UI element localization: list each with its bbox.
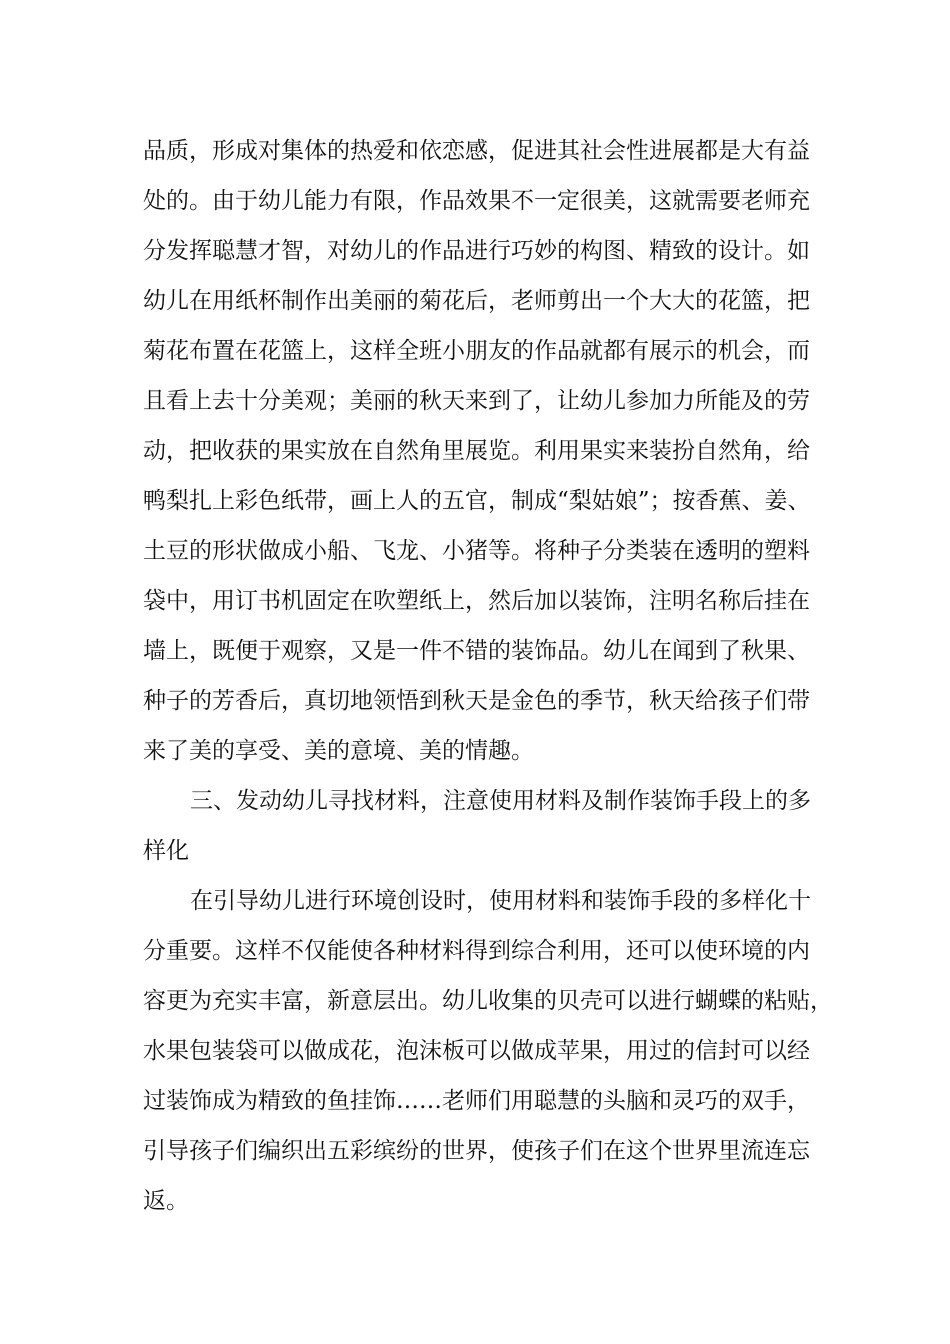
paragraph-line: 种子的芳香后，真切地领悟到秋天是金色的季节，秋天给孩子们带: [143, 688, 810, 714]
section-heading: 三、发动幼儿寻找材料，注意使用材料及制作装饰手段上的多: [190, 788, 811, 814]
paragraph-line: 来了美的享受、美的意境、美的情趣。: [143, 738, 534, 764]
paragraph-line: 水果包装袋可以做成花，泡沫板可以做成苹果，用过的信封可以经: [143, 1038, 810, 1064]
paragraph-line: 鸭梨扎上彩色纸带，画上人的五官，制成“梨姑娘”；按香蕉、姜、: [143, 488, 811, 514]
paragraph-line: 且看上去十分美观；美丽的秋天来到了，让幼儿参加力所能及的劳: [143, 388, 810, 414]
paragraph-line: 动，把收获的果实放在自然角里展览。利用果实来装扮自然角，给: [143, 438, 810, 464]
paragraph-line: 菊花布置在花篮上，这样全班小朋友的作品就都有展示的机会，而: [143, 338, 810, 364]
paragraph-line: 返。: [143, 1188, 189, 1214]
paragraph-line: 处的。由于幼儿能力有限，作品效果不一定很美，这就需要老师充: [143, 188, 810, 214]
paragraph-line: 品质，形成对集体的热爱和依恋感，促进其社会性进展都是大有益: [143, 138, 810, 164]
paragraph-line: 幼儿在用纸杯制作出美丽的菊花后，老师剪出一个大大的花篮，把: [143, 288, 810, 314]
paragraph-line: 袋中，用订书机固定在吹塑纸上，然后加以装饰，注明名称后挂在: [143, 588, 810, 614]
paragraph-line: 土豆的形状做成小船、飞龙、小猪等。将种子分类装在透明的塑料: [143, 538, 810, 564]
paragraph-line: 分发挥聪慧才智，对幼儿的作品进行巧妙的构图、精致的设计。如: [143, 238, 810, 264]
section-heading-continuation: 样化: [143, 838, 189, 864]
paragraph-line: 分重要。这样不仅能使各种材料得到综合利用，还可以使环境的内: [143, 938, 810, 964]
paragraph-line: 过装饰成为精致的鱼挂饰……老师们用聪慧的头脑和灵巧的双手，: [143, 1088, 810, 1114]
paragraph-line: 墙上，既便于观察，又是一件不错的装饰品。幼儿在闻到了秋果、: [143, 638, 810, 664]
paragraph-line: 容更为充实丰富，新意层出。幼儿收集的贝壳可以进行蝴蝶的粘贴，: [143, 988, 833, 1014]
paragraph-line: 引导孩子们编织出五彩缤纷的世界，使孩子们在这个世界里流连忘: [143, 1138, 810, 1164]
paragraph-line: 在引导幼儿进行环境创设时，使用材料和装饰手段的多样化十: [190, 888, 811, 914]
